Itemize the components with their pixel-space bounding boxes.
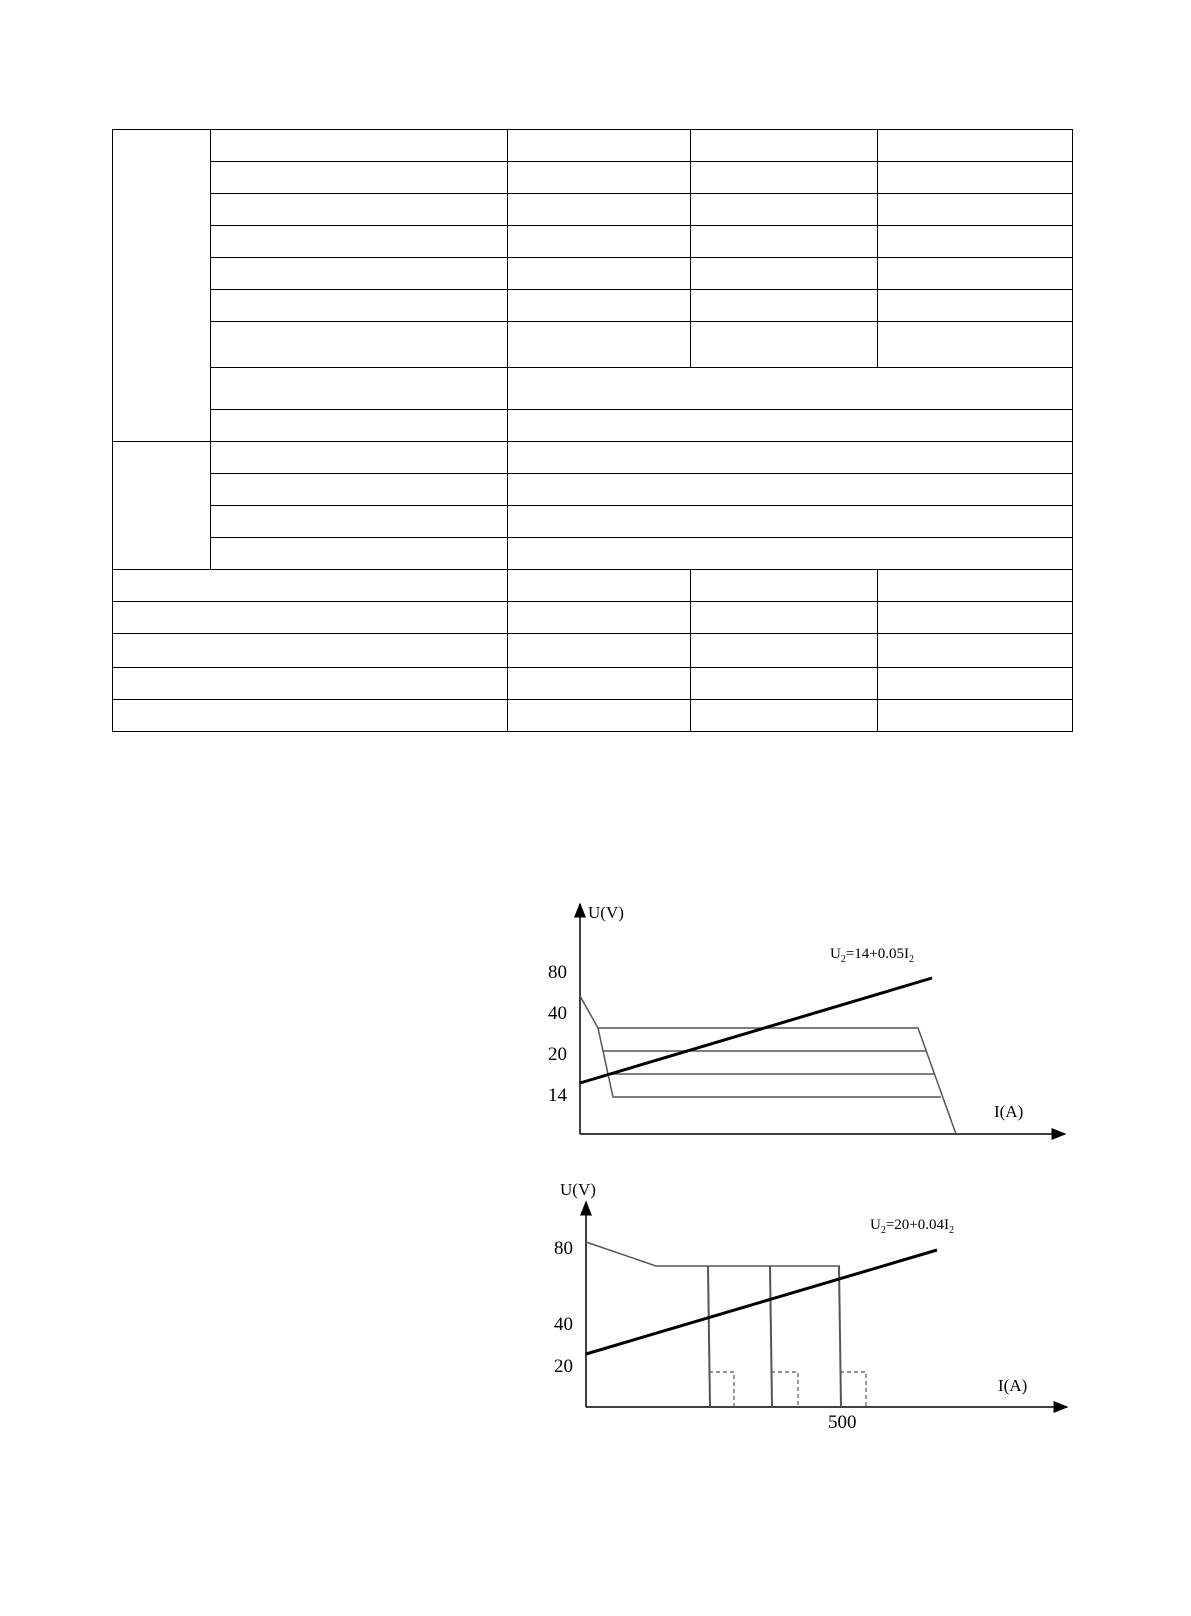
table-row xyxy=(113,474,1073,506)
table-cell xyxy=(211,410,508,442)
chart-1-y-tick-label: 14 xyxy=(548,1085,567,1106)
table-cell xyxy=(211,474,508,506)
table-row xyxy=(113,410,1073,442)
table-cell xyxy=(691,130,878,162)
table-cell xyxy=(508,474,1073,506)
table-cell xyxy=(508,410,1073,442)
table-cell xyxy=(878,258,1073,290)
table-cell xyxy=(691,226,878,258)
table-row xyxy=(113,506,1073,538)
chart-1-characteristic-envelope xyxy=(580,996,956,1134)
chart-2-dashed-region xyxy=(771,1372,798,1407)
chart-1-load-line xyxy=(580,978,932,1083)
chart-2-xlabel: I(A) xyxy=(998,1376,1028,1395)
chart-2-load-line xyxy=(586,1250,937,1354)
table-cell xyxy=(211,368,508,410)
spec-table xyxy=(112,129,1073,732)
table-cell xyxy=(211,258,508,290)
chart-1-y-tick-label: 20 xyxy=(548,1044,567,1065)
table-cell xyxy=(508,368,1073,410)
table-row xyxy=(113,258,1073,290)
table-cell xyxy=(113,634,508,668)
table-cell xyxy=(691,162,878,194)
table-cell xyxy=(691,700,878,732)
table-cell xyxy=(508,226,691,258)
table-cell xyxy=(878,322,1073,368)
chart-2-y-tick-label: 80 xyxy=(554,1238,573,1259)
table-cell xyxy=(113,668,508,700)
table-row xyxy=(113,130,1073,162)
table-cell xyxy=(113,602,508,634)
chart-2-current-line xyxy=(708,1266,710,1407)
table-row xyxy=(113,194,1073,226)
chart-2-ylabel: U(V) xyxy=(560,1180,596,1199)
table-cell xyxy=(508,538,1073,570)
table-cell xyxy=(508,194,691,226)
table-cell xyxy=(878,668,1073,700)
table-cell xyxy=(508,668,691,700)
table-cell xyxy=(508,442,1073,474)
table-cell xyxy=(113,700,508,732)
table-cell xyxy=(878,226,1073,258)
table-cell xyxy=(691,602,878,634)
chart-2-load-line-label: $U_2=20+0.04I_2$ xyxy=(870,1217,955,1236)
table-cell xyxy=(691,194,878,226)
table-row xyxy=(113,442,1073,474)
table-cell xyxy=(508,602,691,634)
table-cell xyxy=(211,506,508,538)
table-cell xyxy=(878,570,1073,602)
table-cell xyxy=(691,258,878,290)
table-cell xyxy=(508,700,691,732)
chart-1-characteristic-min xyxy=(598,1028,941,1097)
table-cell xyxy=(508,322,691,368)
table-row xyxy=(113,668,1073,700)
chart-2-dashed-region xyxy=(709,1372,734,1407)
table-cell xyxy=(508,570,691,602)
table-row xyxy=(113,162,1073,194)
table-row xyxy=(113,290,1073,322)
table-cell xyxy=(878,290,1073,322)
chart-1-y-tick-label: 80 xyxy=(548,962,567,983)
table-row xyxy=(113,368,1073,410)
table-row xyxy=(113,602,1073,634)
table-cell xyxy=(878,602,1073,634)
chart-2-y-tick-label: 40 xyxy=(554,1314,573,1335)
chart-1-y-tick-label: 40 xyxy=(548,1003,567,1024)
table-row xyxy=(113,570,1073,602)
table-cell xyxy=(691,668,878,700)
chart-2-x-tick-label: 500 xyxy=(828,1412,857,1433)
table-cell xyxy=(508,162,691,194)
table-cell xyxy=(113,130,211,442)
table-cell xyxy=(113,442,211,570)
table-cell xyxy=(691,322,878,368)
table-cell xyxy=(508,130,691,162)
table-cell xyxy=(508,290,691,322)
table-cell xyxy=(211,442,508,474)
table-cell xyxy=(211,130,508,162)
chart-1-load-line-label: $U_2=14+0.05I_2$ xyxy=(830,946,915,965)
table-row xyxy=(113,700,1073,732)
table-cell xyxy=(211,162,508,194)
table-cell xyxy=(211,538,508,570)
table-cell xyxy=(508,506,1073,538)
table-row xyxy=(113,538,1073,570)
table-cell xyxy=(878,130,1073,162)
table-row xyxy=(113,634,1073,668)
table-cell xyxy=(211,226,508,258)
table-cell xyxy=(508,634,691,668)
chart-2-characteristic-envelope xyxy=(586,1242,840,1266)
chart-1-xlabel: I(A) xyxy=(994,1102,1024,1121)
chart-2-current-line xyxy=(839,1266,841,1407)
table-cell xyxy=(691,570,878,602)
table-cell xyxy=(691,634,878,668)
chart-2-dashed-region xyxy=(840,1372,866,1407)
chart-2-current-line xyxy=(770,1266,772,1407)
table-cell xyxy=(691,290,878,322)
table-cell xyxy=(508,258,691,290)
table-cell xyxy=(113,570,508,602)
table-row xyxy=(113,226,1073,258)
table-cell xyxy=(878,700,1073,732)
table-row xyxy=(113,322,1073,368)
chart-2-y-tick-label: 20 xyxy=(554,1356,573,1377)
table-cell xyxy=(211,290,508,322)
table-cell xyxy=(878,162,1073,194)
chart-1-ylabel: U(V) xyxy=(588,903,624,922)
table-cell xyxy=(211,322,508,368)
table-cell xyxy=(878,194,1073,226)
table-cell xyxy=(878,634,1073,668)
table-cell xyxy=(211,194,508,226)
